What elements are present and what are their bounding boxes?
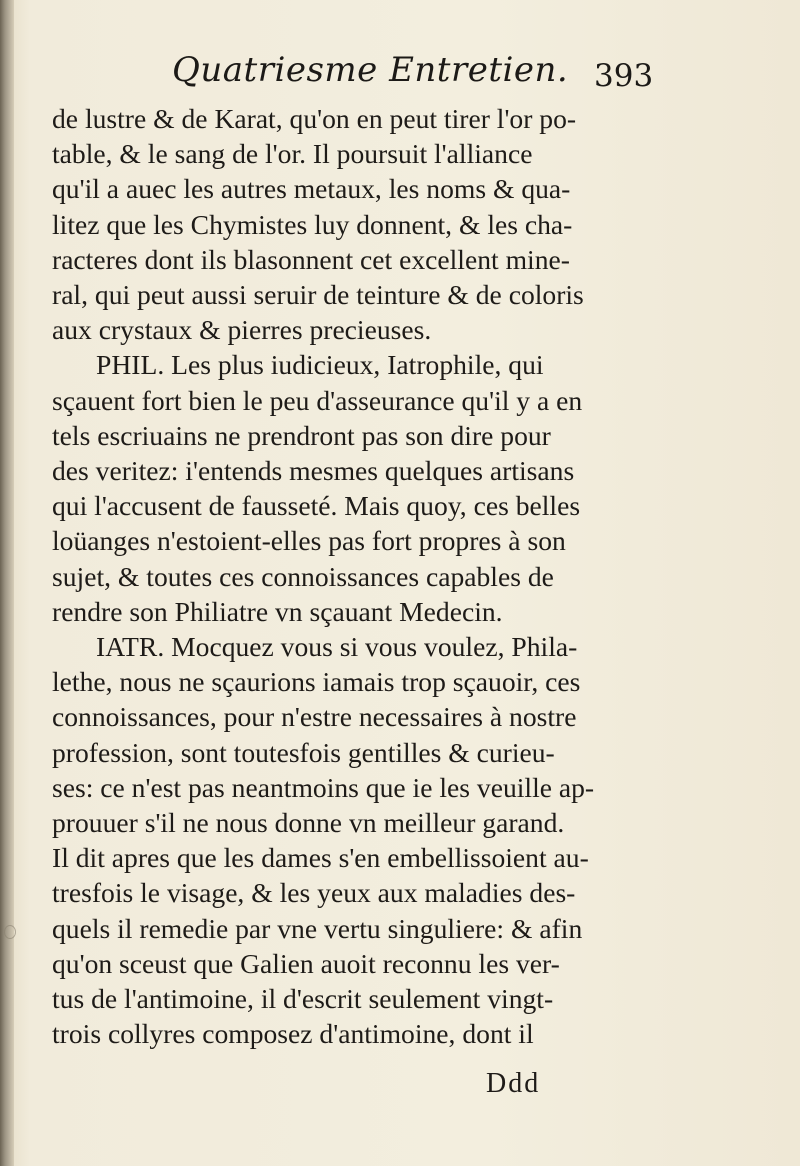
text-line: lethe, nous ne sçaurions iamais trop sçauoir, ces [52, 666, 581, 698]
body-text [52, 101, 662, 1051]
text-line: de lustre & de Karat, qu'on en peut tirer l'or po- [52, 103, 577, 134]
text-line: racteres dont ils blasonnent cet excellent mine- [52, 243, 570, 275]
text-line: table, & le sang de l'or. Il poursuit l'alliance [52, 138, 533, 170]
running-title: Quatriesme Entretien. [172, 50, 569, 90]
text-line: ses: ce n'est pas neantmoins que ie les veuille ap- [52, 771, 595, 803]
catchword-signature: Ddd [486, 1068, 541, 1099]
margin-stain [4, 925, 16, 939]
text-line: profession, sont toutesfois gentilles & curieu- [52, 736, 555, 768]
text-line: qu'on sceust que Galien auoit reconnu les ver- [52, 947, 560, 979]
text-line: litez que les Chymistes luy donnent, & les cha- [52, 208, 573, 240]
text-line: sujet, & toutes ces connoissances capables de [52, 560, 554, 592]
text-line: PHIL. Les plus iudicieux, Iatrophile, qui [96, 349, 544, 381]
text-line: prouuer s'il ne nous donne vn meilleur garand. [52, 807, 565, 839]
page-gutter-shadow [0, 0, 14, 1166]
text-line: sçauent fort bien le peu d'asseurance qu'il y a en [52, 384, 583, 416]
text-line: IATR. Mocquez vous si vous voulez, Phila- [96, 631, 578, 663]
text-line: tus de l'antimoine, il d'escrit seulement vingt- [52, 983, 554, 1015]
text-line: tels escriuains ne prendront pas son dire pour [52, 419, 551, 451]
text-line: connoissances, pour n'estre necessaires à nostre [52, 701, 577, 733]
text-line: trois collyres composez d'antimoine, dont il [52, 1018, 534, 1050]
text-line: aux crystaux & pierres precieuses. [52, 314, 432, 346]
page-number: 393 [594, 58, 654, 94]
text-line: tresfois le visage, & les yeux aux maladies des- [52, 877, 576, 909]
text-line: Il dit apres que les dames s'en embellissoient au- [52, 842, 589, 874]
text-line: ral, qui peut aussi seruir de teinture & de coloris [52, 279, 584, 311]
text-line: des veritez: i'entends mesmes quelques artisans [52, 455, 575, 487]
text-line: quels il remedie par vne vertu singuliere: & afin [52, 912, 583, 944]
text-line: loüanges n'estoient-elles pas fort propres à son [52, 525, 566, 557]
text-line: qu'il a auec les autres metaux, les noms & qua- [52, 173, 571, 205]
text-line: rendre son Philiatre vn sçauant Medecin. [52, 595, 503, 627]
text-line: qui l'accusent de fausseté. Mais quoy, ces belles [52, 490, 581, 522]
